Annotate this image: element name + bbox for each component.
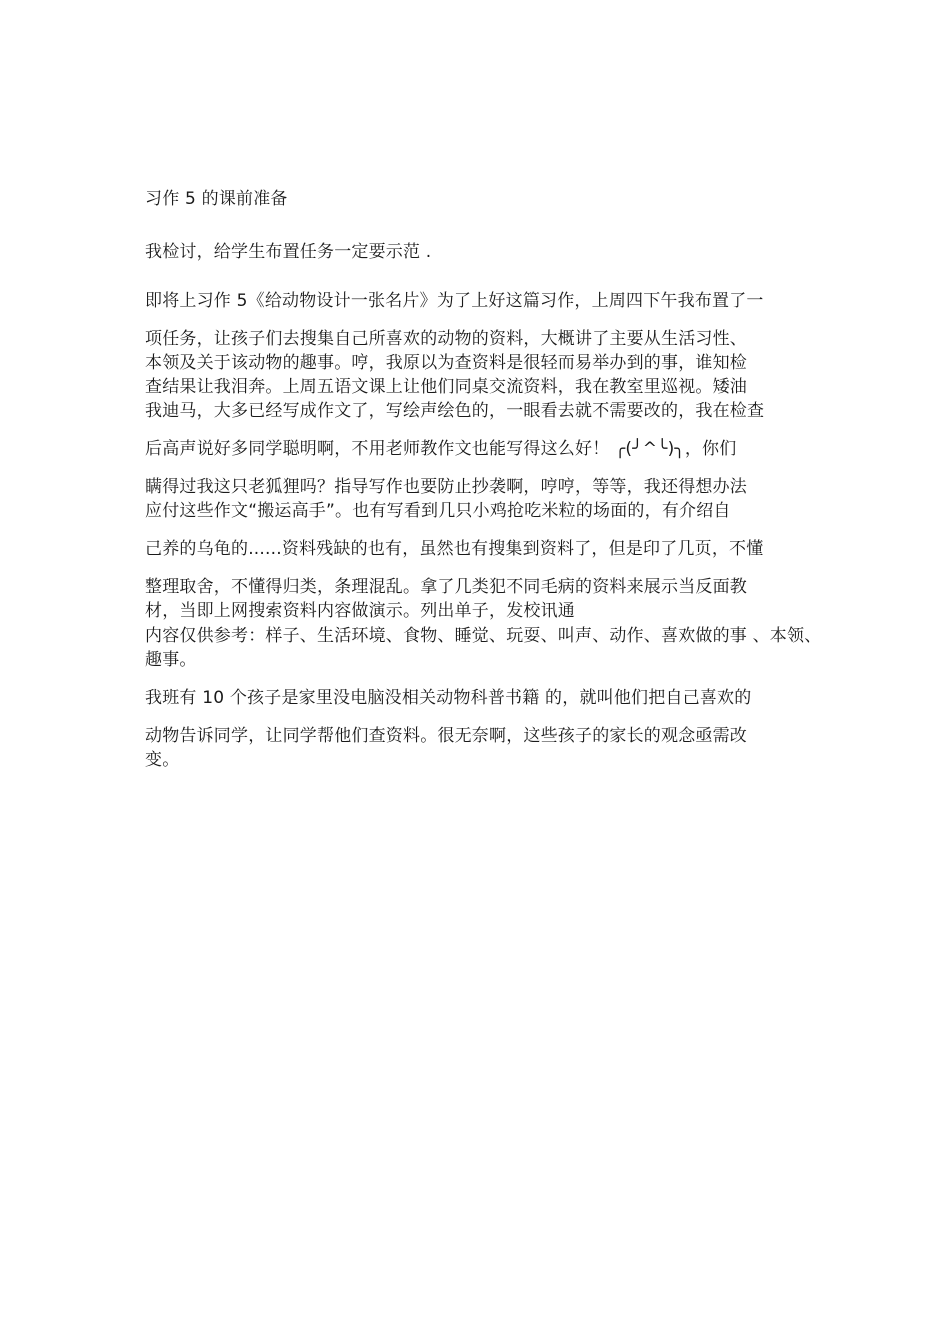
paragraph-line: 应付这些作文“搬运高手”。也有写看到几只小鸡抢吃米粒的场面的，有介绍自	[145, 501, 731, 521]
paragraph-line: 己养的乌龟的......资料残缺的也有，虽然也有搜集到资料了，但是印了几页，不懂	[145, 539, 764, 559]
paragraph-line: 本领及关于该动物的趣事。哼，我原以为查资料是很轻而易举办到的事，谁知检	[145, 353, 747, 373]
paragraph-line: 内容仅供参考：样子、生活环境、食物、睡觉、玩耍、叫声、动作、喜欢做的事 、本领、	[145, 626, 822, 646]
paragraph-line: 动物告诉同学，让同学帮他们查资料。很无奈啊，这些孩子的家长的观念亟需改	[145, 726, 747, 746]
paragraph-line: 查结果让我泪奔。上周五语文课上让他们同桌交流资料，我在教室里巡视。矮油	[145, 377, 747, 397]
paragraph-line: 项任务，让孩子们去搜集自己所喜欢的动物的资料，大概讲了主要从生活习性、	[145, 329, 747, 349]
paragraph-line: 材，当即上网搜索资料内容做演示。列出单子，发校讯通	[145, 601, 575, 621]
paragraph-line: 即将上习作 5《给动物设计一张名片》为了上好这篇习作，上周四下午我布置了一	[145, 291, 764, 311]
document-title: 习作 5 的课前准备	[145, 189, 288, 209]
paragraph-line: 整理取舍，不懂得归类，条理混乱。拿了几类犯不同毛病的资料来展示当反面教	[145, 577, 747, 597]
paragraph-line: 变。	[145, 750, 180, 770]
paragraph-line: 我班有 10 个孩子是家里没电脑没相关动物科普书籍 的，就叫他们把自己喜欢的	[145, 688, 752, 708]
paragraph-line: 我检讨，给学生布置任务一定要示范 .	[145, 242, 432, 262]
paragraph-line: 我迪马，大多已经写成作文了，写绘声绘色的，一眼看去就不需要改的，我在检查	[145, 401, 765, 421]
paragraph-line: 趣事。	[145, 650, 197, 670]
paragraph-line: 后高声说好多同学聪明啊，不用老师教作文也能写得这么好！ ╭(╯^╰)╮，你们	[145, 439, 737, 459]
paragraph-line: 瞒得过我这只老狐狸吗？指导写作也要防止抄袭啊，哼哼，等等，我还得想办法	[145, 477, 747, 497]
